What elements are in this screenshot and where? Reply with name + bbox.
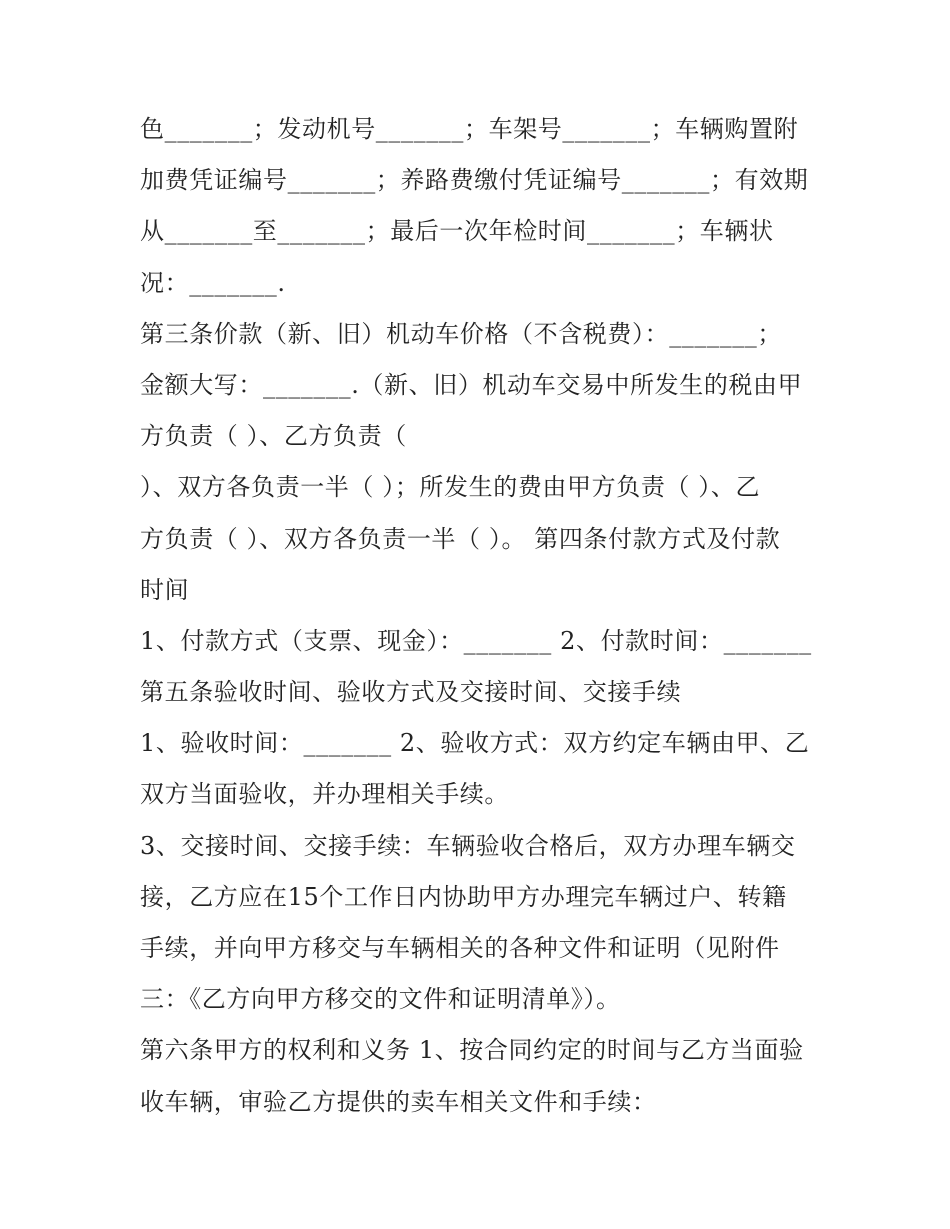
- text-line-amount-in-words: 金额大写：_______.（新、旧）机动车交易中所发生的税由甲: [140, 370, 803, 399]
- text-line-article-5-heading: 第五条验收时间、验收方式及交接时间、交接手续: [140, 678, 682, 707]
- text-line-handover: 3、交接时间、交接手续：车辆验收合格后，双方办理车辆交: [140, 831, 796, 860]
- text-line-documents-delivery: 手续，并向甲方移交与车辆相关的各种文件和证明（见附件: [140, 934, 780, 962]
- text-line-vehicle-condition: 况：_______.: [140, 268, 286, 297]
- text-line-purchase-fee-voucher: 加费凭证编号_______；养路费缴付凭证编号_______；有效期: [140, 166, 809, 195]
- text-line-joint-inspection: 双方当面验收，并办理相关手续。: [140, 780, 509, 809]
- text-line-transfer-registration: 接，乙方应在15个工作日内协助甲方办理完车辆过户、转籍: [140, 882, 787, 911]
- text-line-payment-method: 1、付款方式（支票、现金）：_______ 2、付款时间：_______: [140, 626, 812, 655]
- text-line-article-3-price: 第三条价款（新、旧）机动车价格（不含税费）：_______；: [140, 319, 782, 348]
- text-line-payment-time-heading: 时间: [140, 575, 190, 604]
- text-line-attachment-3: 三：《乙方向甲方移交的文件和证明清单》）。: [140, 985, 621, 1014]
- text-line-validity-inspection: 从_______至_______；最后一次年检时间_______；车辆状: [140, 217, 774, 246]
- text-line-article-6-rights: 第六条甲方的权利和义务 1、按合同约定的时间与乙方当面验: [140, 1036, 804, 1065]
- text-line-article-4-payment: 方负责（ ）、双方各负责一半（ ）。 第四条付款方式及付款: [140, 524, 781, 553]
- contract-body-text: [140, 104, 812, 1128]
- text-line-vehicle-inspection-duty: 收车辆，审验乙方提供的卖车相关文件和手续：: [140, 1087, 657, 1116]
- text-line-tax-responsibility: 方负责（ ）、乙方负责（: [140, 422, 407, 451]
- text-line-fee-responsibility: ）、双方各负责一半（ ）；所发生的费由甲方负责（ ）、乙: [140, 473, 761, 502]
- text-line-inspection-time-method: 1、验收时间：_______ 2、验收方式：双方约定车辆由甲、乙: [140, 729, 810, 758]
- text-line-vehicle-color-engine-frame: 色_______；发动机号_______；车架号_______；车辆购置附: [140, 115, 799, 143]
